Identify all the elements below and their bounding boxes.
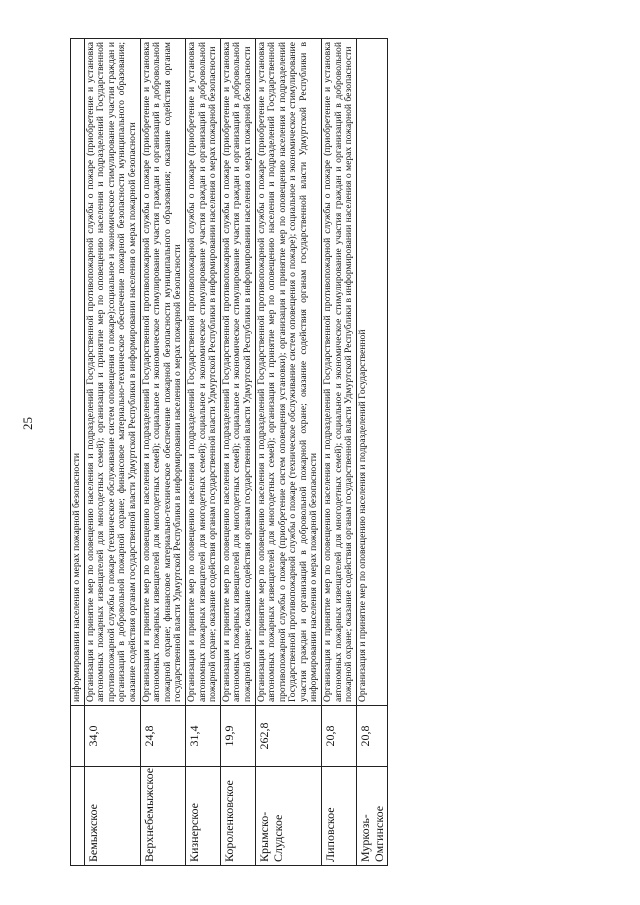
table-row (84, 39, 140, 866)
table-row (356, 39, 387, 866)
continuation-text: информировании населения о мерах пожарной безопасности (71, 39, 85, 706)
amount-value: 34,0 (84, 706, 140, 767)
settlement-name: Кизнерское (185, 767, 220, 866)
rotated-table-frame (70, 38, 565, 866)
measures-text: Организация и принятие мер по оповещению населения и подразделений Государственной противопожарной службы о пожаре (приобретение и установка автономных пожарных извещателей для многодетных семей); организация и принятие мер по оповещению населения и подразделений Государственной противопожарной службы о пожаре (приобретение систем оповещения установки); организация и принятие мер по оповещению населения и подразделений Государственной противопожарной службы о пожаре (техническое обслуживание систем оповещения о пожаре); социальное и экономическое стимулирование участия граждан и организаций в добровольной пожарной охране; оказание содействия органам государственной власти Удмуртской Республики в информировании населения о мерах пожарной безопасности (255, 39, 322, 706)
measures-text: Организация и принятие мер по оповещению населения и подразделений Государственной противопожарной службы о пожаре (приобретение и установка автономных пожарных извещателей для многодетных семей); социальное и экономическое стимулирование участия граждан и организаций в добровольной пожарной охране; оказание содействия органам государственной власти Удмуртской Республики в информировании населения о мерах пожарной безопасности (322, 39, 357, 706)
settlement-name: Короленковское (220, 767, 255, 866)
measures-text: Организация и принятие мер по оповещению населения и подразделений Государственной противопожарной службы о пожаре (приобретение и установка автономных пожарных извещателей для многодетных семей); социальное и экономическое стимулирование участия граждан и организаций в добровольной пожарной охране; оказание содействия органам государственной власти Удмуртской Республики в информировании населения о мерах пожарной безопасности (220, 39, 255, 706)
measures-text: Организация и принятие мер по оповещению населения и подразделений Государственной противопожарной службы о пожаре (приобретение и установка автономных пожарных извещателей для многодетных семей); организация и принятие мер по оповещению населения и подразделений Государственной противопожарной службы о пожаре (техническое обслуживание систем оповещения о пожаре);социальное и экономическое стимулирование участия граждан и организаций в добровольной пожарной охране; финансовое материально-техническое обеспечение пожарной безопасности муниципального образования; оказание содействия органам государственной власти Удмуртской Республики в информировании населения о мерах пожарной безопасности (84, 39, 140, 706)
page-number: 25 (20, 417, 35, 430)
fire-safety-table (70, 38, 388, 866)
measures-text: Организация и принятие мер по оповещению населения и подразделений Государственной противопожарной службы о пожаре (приобретение и установка автономных пожарных извещателей для многодетных семей); социальное и экономическое стимулирование участия граждан и организаций в добровольной пожарной охране; финансовое материально-техническое обеспечение пожарной безопасности муниципального образования; оказание содействия органам государственной власти Удмуртской Республики в информировании населения о мерах пожарной безопасности (140, 39, 185, 706)
continuation-row (71, 39, 85, 866)
table-row (220, 39, 255, 866)
settlement-name: Липовское (322, 767, 357, 866)
rotated-content (70, 38, 565, 866)
settlement-name: Крымско-Слудское (255, 767, 322, 866)
settlement-name: Бемыжское (84, 767, 140, 866)
settlement-name: Муркозь-Омгинское (356, 767, 387, 866)
empty-cell (71, 767, 85, 866)
measures-text: Организация и принятие мер по оповещению населения и подразделений Государственной (356, 39, 387, 706)
measures-text: Организация и принятие мер по оповещению населения и подразделений Государственной противопожарной службы о пожаре (приобретение и установка автономных пожарных извещателей для многодетных семей); социальное и экономическое стимулирование участия граждан и организаций в добровольной пожарной охране; оказание содействия органам государственной власти Удмуртской Республики в информировании населения о мерах пожарной безопасности (185, 39, 220, 706)
table-row (140, 39, 185, 866)
empty-cell (71, 706, 85, 767)
table-row (255, 39, 322, 866)
amount-value: 24,8 (140, 706, 185, 767)
table-row (322, 39, 357, 866)
table-row (185, 39, 220, 866)
amount-value: 262,8 (255, 706, 322, 767)
amount-value: 19,9 (220, 706, 255, 767)
amount-value: 20,8 (322, 706, 357, 767)
amount-value: 31,4 (185, 706, 220, 767)
settlement-name: Верхнебемыжское (140, 767, 185, 866)
amount-value: 20,8 (356, 706, 387, 767)
